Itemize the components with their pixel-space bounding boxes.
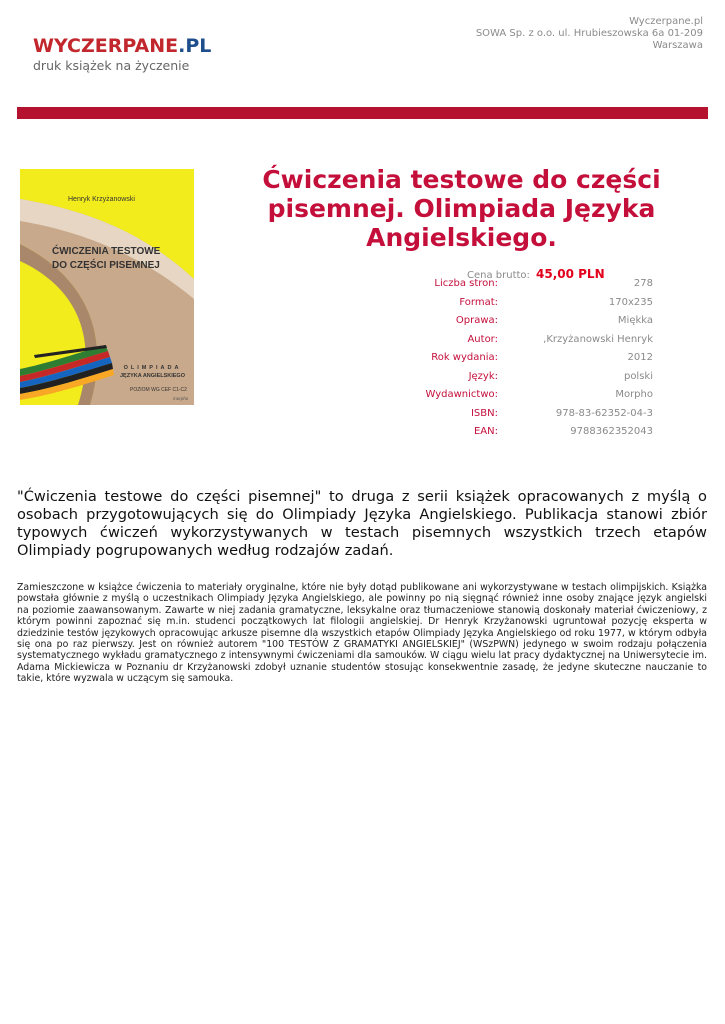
book-properties bbox=[400, 278, 654, 445]
property-value: 278 bbox=[633, 278, 653, 289]
property-label: Wydawnictwo: bbox=[425, 389, 498, 400]
brand-logo[interactable] bbox=[33, 36, 211, 73]
header-divider bbox=[17, 107, 708, 119]
shop-name: Wyczerpane.pl bbox=[629, 16, 703, 27]
logo-tagline: druk książek na życzenie bbox=[33, 58, 190, 73]
property-label: Oprawa: bbox=[455, 315, 498, 326]
property-value: Morpho bbox=[615, 389, 653, 400]
property-value: 170x235 bbox=[608, 296, 653, 308]
property-value: Miękka bbox=[617, 315, 653, 326]
logo-brand-main: WYCZERPANE bbox=[33, 35, 179, 57]
book-cover-image bbox=[20, 169, 194, 405]
logo-wordmark bbox=[33, 36, 211, 56]
description-lead: "Ćwiczenia testowe do części pisemnej" to druga z serii książek opracowanych z myślą o osobach przygotowujących się do Olimpiady Języka Angielskiego. Publikacja stanowi zbiór typowych ćwiczeń wykorzystywanych w testach pisemnych wszystkich trzech etapów Olimpiady pogrupowanych według rodzajów zadań. bbox=[17, 488, 707, 559]
property-row bbox=[400, 408, 654, 427]
property-value: 2012 bbox=[627, 352, 653, 363]
cover-series-line1: OLIMPIADA bbox=[123, 365, 182, 371]
shop-city: Warszawa bbox=[652, 40, 703, 51]
property-label: Format: bbox=[459, 296, 498, 308]
shop-address: SOWA Sp. z o.o. ul. Hrubieszowska 6a 01-209 bbox=[475, 28, 703, 39]
cover-series-line2: JĘZYKA ANGIELSKIEGO bbox=[120, 373, 185, 379]
property-label: Autor: bbox=[467, 333, 498, 345]
property-label: EAN: bbox=[473, 426, 498, 437]
cover-series bbox=[120, 364, 185, 380]
property-value: 9788362352043 bbox=[570, 426, 653, 437]
property-label: Język: bbox=[468, 370, 498, 382]
cover-level: POZIOM WG CEF C1-C2 bbox=[130, 387, 187, 393]
cover-title bbox=[52, 245, 160, 273]
property-value: 978-83-62352-04-3 bbox=[555, 407, 653, 419]
price-value: 45,00 PLN bbox=[536, 267, 605, 281]
book-title: Ćwiczenia testowe do części pisemnej. Olimpiada Języka Angielskiego. bbox=[262, 165, 661, 252]
cover-title-line1: ĆWICZENIA TESTOWE bbox=[52, 246, 161, 257]
cover-title-line2: DO CZĘŚCI PISEMNEJ bbox=[52, 260, 160, 271]
property-label: ISBN: bbox=[470, 407, 498, 419]
property-label: Rok wydania: bbox=[431, 352, 498, 363]
cover-publisher: morpho bbox=[173, 396, 189, 401]
property-row bbox=[400, 297, 654, 316]
description-body: Zamieszczone w książce ćwiczenia to materiały oryginalne, które nie były dotąd publikowane ani wykorzystywane w testach olimpijskich. Książka powstała głównie z myślą o uczestnikach Olimpiady Języka Angielskiego, ale powinny po nią sięgnąć również inne osoby znające język angielski na poziomie zaawansowanym. Zawarte w niej zadania gramatyczne, leksykalne oraz tłumaczeniowe stanowią doskonały materiał ćwiczeniowy, z którym powinni zapoznać się m.in. studenci początkowych lat filologii angielskiej. Dr Henryk Krzyżanowski ugruntował pozycję eksperta w dziedzinie testów językowych opracowując arkusze pisemne dla wszystkich etapów Olimpiady Języka Angielskiego od roku 1977, w którym odbyła się ona po raz pierwszy. Jest on również autorem "100 TESTÓW Z GRAMATYKI ANGIELSKIEJ" (WSzPWN) jedynego w swoim rodzaju połączenia systematycznego wykładu gramatycznego z intensywnymi ćwiczeniami dla samouków. W ciągu wielu lat pracy dydaktycznej na Uniwersytecie im. Adama Mickiewicza w Poznaniu dr Krzyżanowski zdobył uznanie studentów stosując konsekwentnie zasadę, że jedyne skuteczne nauczanie to takie, które wyzwala w uczącym się samouka. bbox=[17, 582, 707, 685]
property-row bbox=[400, 334, 654, 353]
property-row bbox=[400, 352, 654, 371]
property-label: Liczba stron: bbox=[434, 278, 498, 289]
property-value: ,Krzyżanowski Henryk bbox=[543, 333, 653, 345]
property-row bbox=[400, 278, 654, 297]
property-row bbox=[400, 426, 654, 445]
property-row bbox=[400, 371, 654, 390]
property-row bbox=[400, 389, 654, 408]
cover-author: Henryk Krzyżanowski bbox=[68, 196, 135, 203]
property-row bbox=[400, 315, 654, 334]
property-value: polski bbox=[623, 370, 653, 382]
price-label: Cena brutto: bbox=[467, 270, 530, 281]
shop-info bbox=[476, 16, 703, 52]
logo-brand-suffix: .PL bbox=[178, 35, 212, 57]
